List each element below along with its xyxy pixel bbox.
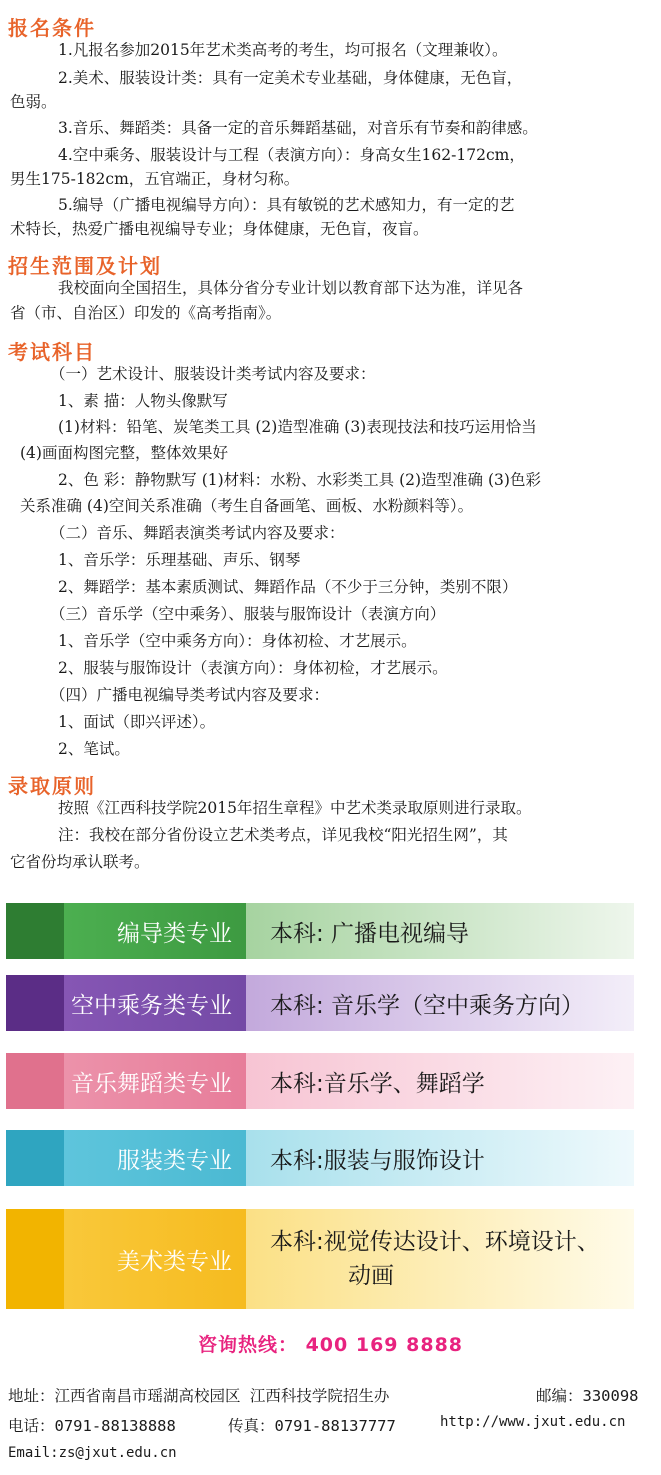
section-title-exams: 考试科目 bbox=[8, 340, 96, 364]
exam-line: （一）艺术设计、服装设计类考试内容及要求： bbox=[50, 365, 376, 383]
requirement-line: 2.美术、服装设计类：具有一定美术专业基础，身体健康，无色盲， bbox=[58, 69, 523, 87]
footer-address: 地址：江西省南昌市瑶湖高校园区 江西科技学院招生办 bbox=[8, 1387, 390, 1405]
major-detail: 本科: 广播电视编导 bbox=[246, 903, 634, 959]
exam-line: （三）音乐学（空中乘务）、服装与服饰设计（表演方向） bbox=[50, 605, 446, 623]
footer-fax: 传真：0791-88137777 bbox=[228, 1417, 396, 1435]
major-detail: 本科:服装与服饰设计 bbox=[246, 1130, 634, 1186]
admission-line: 注：我校在部分省份设立艺术类考点，详见我校“阳光招生网”，其 bbox=[58, 826, 508, 844]
exam-line: 1、素 描：人物头像默写 bbox=[58, 392, 228, 410]
footer-website-link[interactable]: http://www.jxut.edu.cn bbox=[440, 1414, 626, 1430]
scope-line: 我校面向全国招生，具体分省分专业计划以教育部下达为准，详见各 bbox=[58, 279, 524, 297]
major-band-music-dance bbox=[6, 1053, 634, 1109]
section-title-requirements: 报名条件 bbox=[8, 16, 96, 40]
major-detail: 本科:视觉传达设计、环境设计、 bbox=[270, 1229, 600, 1255]
exam-line: （二）音乐、舞蹈表演类考试内容及要求： bbox=[50, 524, 345, 542]
hotline: 咨询热线： 400 169 8888 bbox=[197, 1334, 464, 1356]
requirement-line: 男生175-182cm，五官端正，身材匀称。 bbox=[10, 170, 300, 188]
exam-line: (1)材料：铅笔、炭笔类工具 (2)造型准确 (3)表现技法和技巧运用恰当 bbox=[58, 418, 537, 436]
admission-line: 按照《江西科技学院2015年招生章程》中艺术类录取原则进行录取。 bbox=[58, 799, 532, 817]
major-detail: 本科: 音乐学（空中乘务方向） bbox=[246, 975, 634, 1031]
major-detail: 本科:音乐学、舞蹈学 bbox=[246, 1053, 634, 1109]
admission-line: 它省份均承认联考。 bbox=[10, 853, 150, 871]
section-title-admission: 录取原则 bbox=[8, 774, 96, 798]
section-title-scope: 招生范围及计划 bbox=[8, 254, 162, 278]
exam-line: 2、服装与服饰设计（表演方向）：身体初检，才艺展示。 bbox=[58, 659, 448, 677]
exam-line: 1、面试（即兴评述）。 bbox=[58, 713, 216, 731]
major-category: 空中乘务类专业 bbox=[64, 975, 246, 1031]
major-band-directing bbox=[6, 903, 634, 959]
requirement-line: 1.凡报名参加2015年艺术类高考的考生，均可报名（文理兼收）。 bbox=[58, 41, 508, 59]
exam-line: 1、音乐学：乐理基础、声乐、钢琴 bbox=[58, 551, 301, 569]
scope-line: 省（市、自治区）印发的《高考指南》。 bbox=[10, 304, 282, 322]
exam-line: (4)画面构图完整，整体效果好 bbox=[20, 444, 228, 462]
exam-line: 2、笔试。 bbox=[58, 740, 130, 758]
exam-line: 2、色 彩：静物默写 (1)材料：水粉、水彩类工具 (2)造型准确 (3)色彩 bbox=[58, 471, 541, 489]
footer-postcode: 邮编：330098 bbox=[536, 1387, 639, 1405]
major-category: 服装类专业 bbox=[64, 1130, 246, 1186]
exam-line: 关系准确 (4)空间关系准确（考生自备画笔、画板、水粉颜料等）。 bbox=[20, 497, 474, 515]
major-category: 美术类专业 bbox=[64, 1209, 246, 1309]
footer-phone: 电话：0791-88138888 bbox=[8, 1417, 176, 1435]
major-band-fashion bbox=[6, 1130, 634, 1186]
requirement-line: 4.空中乘务、服装设计与工程（表演方向）：身高女生162-172cm， bbox=[58, 146, 525, 164]
major-category: 编导类专业 bbox=[64, 903, 246, 959]
requirement-line: 术特长，热爱广播电视编导专业；身体健康，无色盲，夜盲。 bbox=[10, 220, 429, 238]
exam-line: 2、舞蹈学：基本素质测试、舞蹈作品（不少于三分钟，类别不限） bbox=[58, 578, 518, 596]
major-category: 音乐舞蹈类专业 bbox=[64, 1053, 246, 1109]
requirement-line: 3.音乐、舞蹈类：具备一定的音乐舞蹈基础，对音乐有节奏和韵律感。 bbox=[58, 119, 538, 137]
exam-line: 1、音乐学（空中乘务方向）：身体初检、才艺展示。 bbox=[58, 632, 417, 650]
major-detail: 动画 bbox=[348, 1263, 394, 1289]
footer-email-link[interactable]: Email:zs@jxut.edu.cn bbox=[8, 1445, 177, 1461]
major-band-flight-attendant bbox=[6, 975, 634, 1031]
requirement-line: 色弱。 bbox=[10, 93, 57, 111]
major-band-fine-arts bbox=[6, 1209, 634, 1309]
exam-line: （四）广播电视编导类考试内容及要求： bbox=[50, 686, 330, 704]
requirement-line: 5.编导（广播电视编导方向）：具有敏锐的艺术感知力，有一定的艺 bbox=[58, 196, 515, 214]
